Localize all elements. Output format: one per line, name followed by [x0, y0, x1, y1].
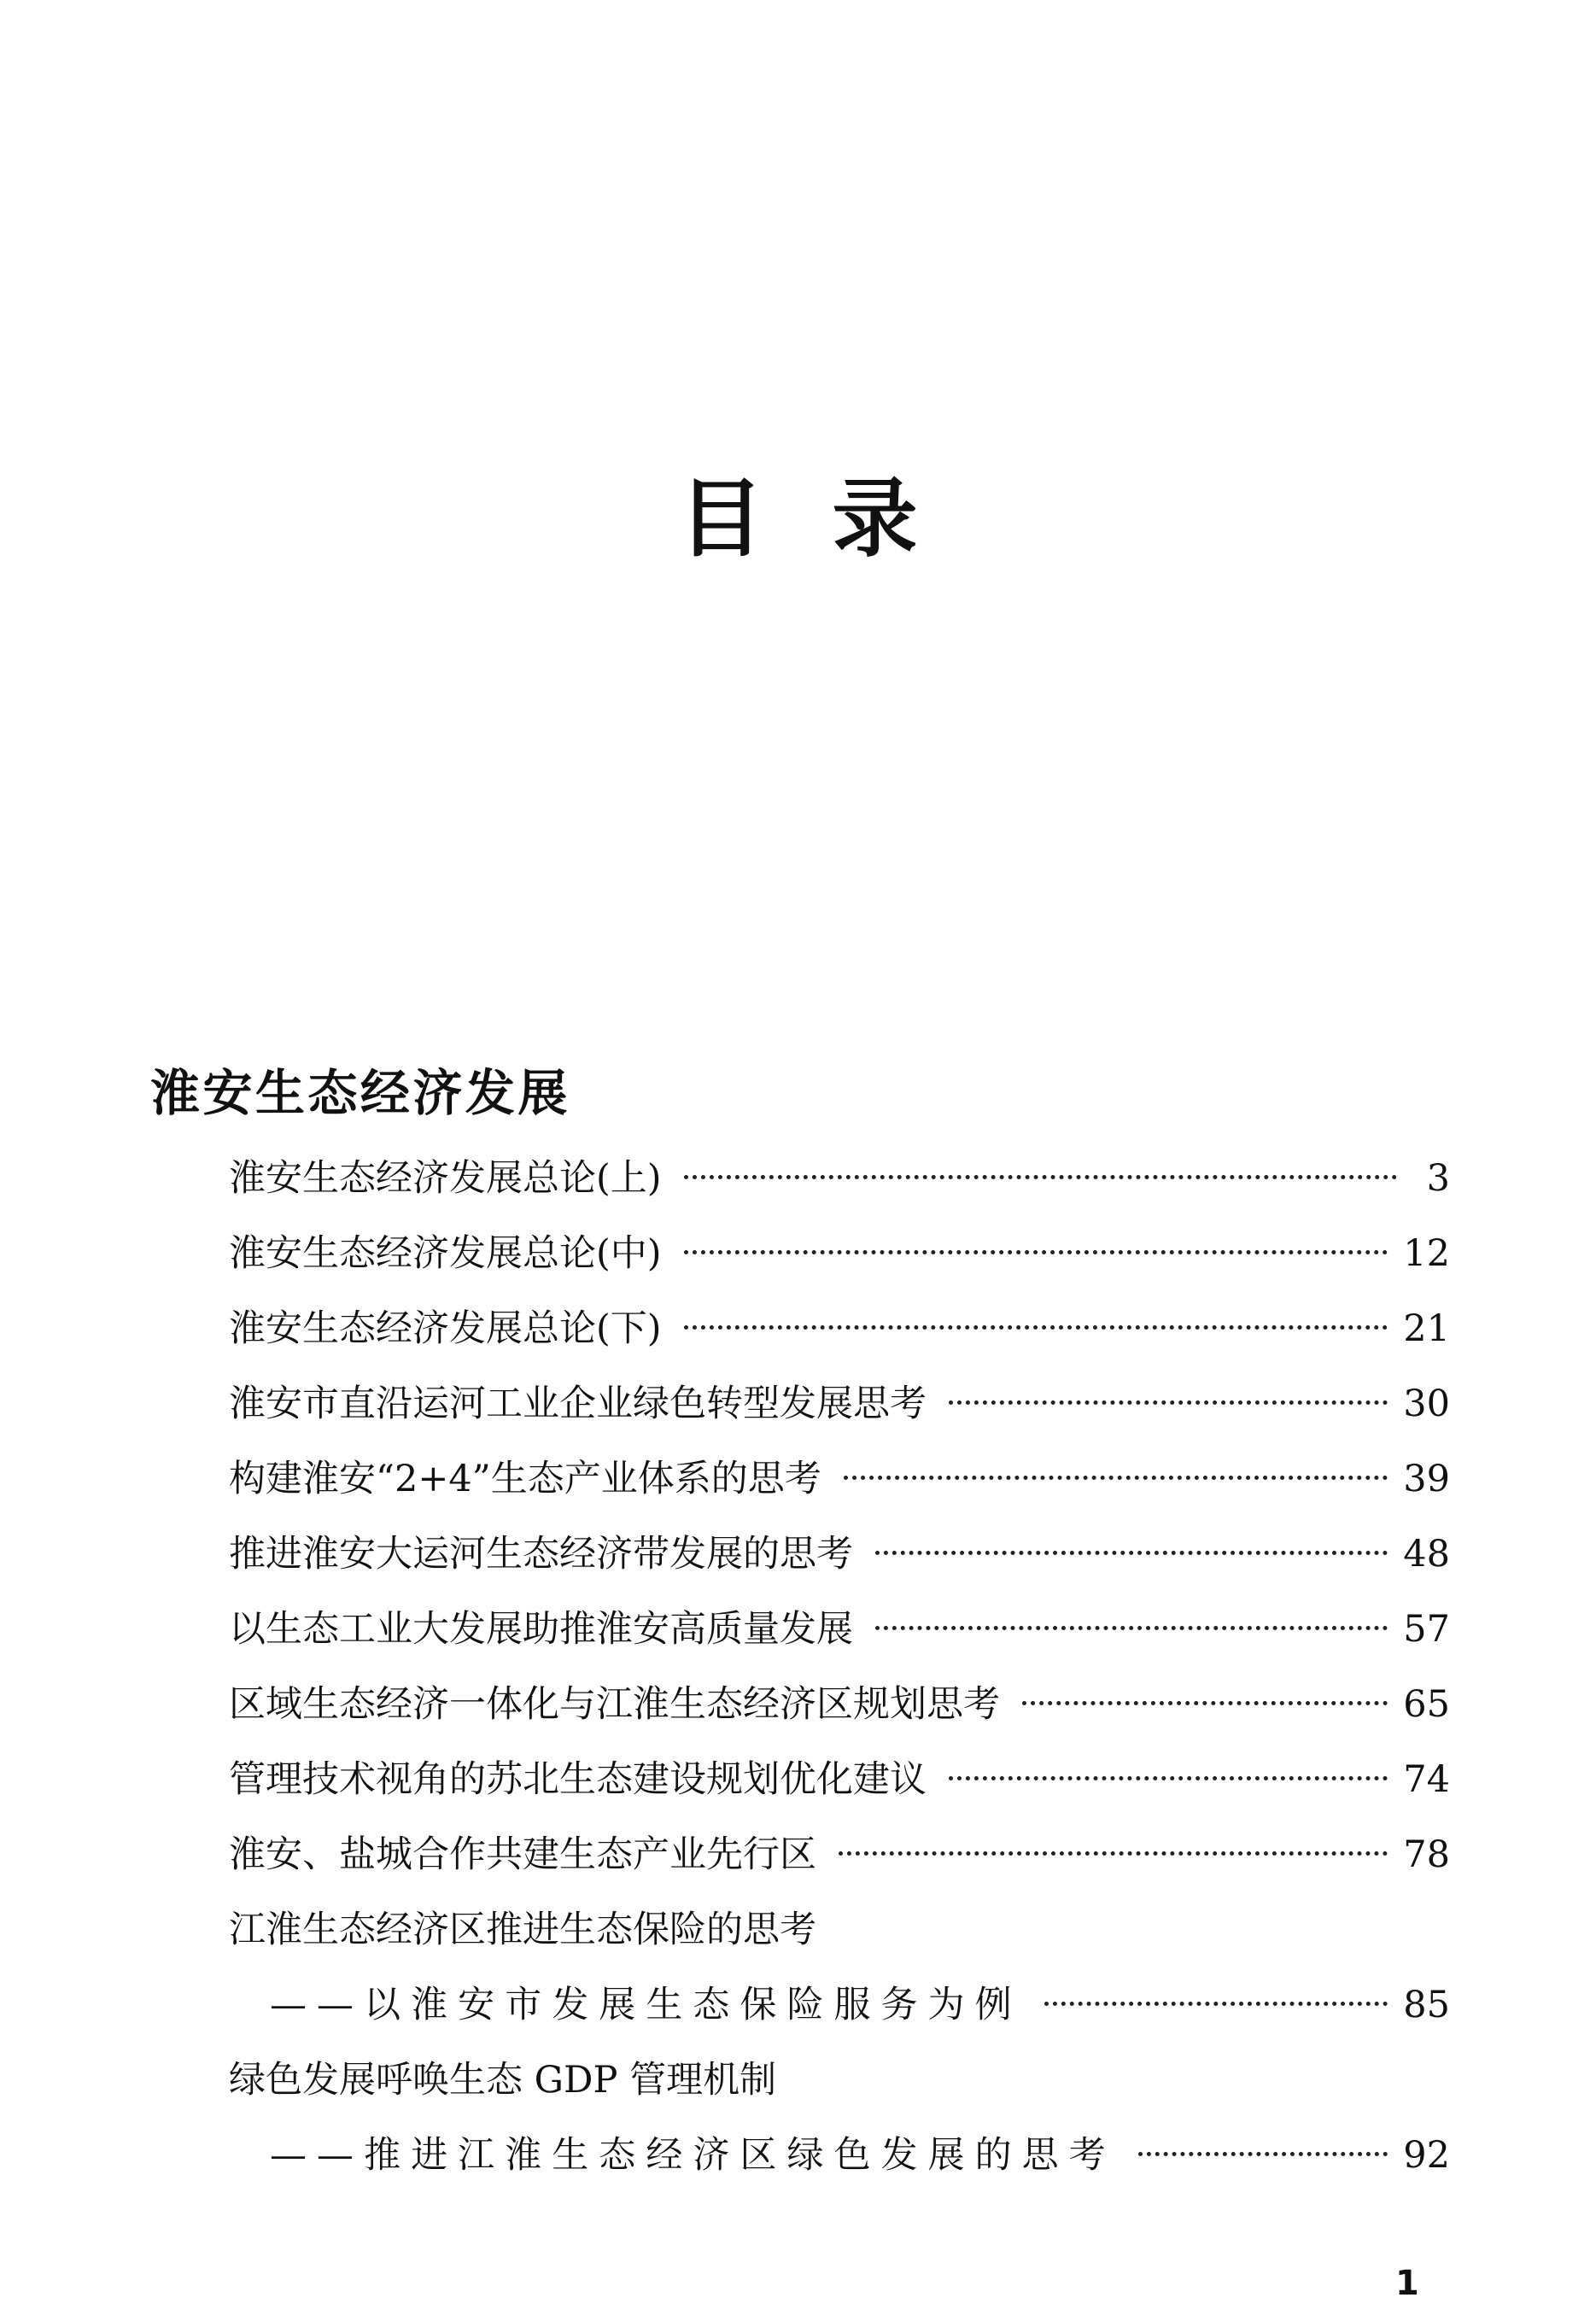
toc-entry-title: 区域生态经济一体化与江淮生态经济区规划思考	[229, 1683, 1000, 1726]
toc-entry[interactable]	[229, 1517, 1450, 1592]
toc-entry-title: 推进淮安大运河生态经济带发展的思考	[229, 1533, 853, 1576]
toc-entry-title: 淮安市直沿运河工业企业绿色转型发展思考	[229, 1383, 927, 1425]
toc-entry-title: 淮安、盐城合作共建生态产业先行区	[229, 1833, 816, 1876]
dot-leader	[1044, 2002, 1388, 2006]
page-title: 目录	[678, 469, 986, 569]
toc-entry[interactable]	[229, 1441, 1450, 1517]
dot-leader	[1138, 2152, 1388, 2156]
toc-entry-page: 85	[1403, 1984, 1450, 2026]
toc-entry[interactable]	[229, 1216, 1450, 1291]
dot-leader	[844, 1476, 1388, 1480]
dot-leader	[949, 1400, 1388, 1405]
toc-entry-title: ——推进江淮生态经济区绿色发展的思考	[270, 2134, 1116, 2177]
toc-entry[interactable]	[229, 1141, 1450, 1216]
toc-entry-title: 淮安生态经济发展总论(中)	[229, 1232, 662, 1275]
toc-entry-title: 以生态工业大发展助推淮安高质量发展	[229, 1608, 853, 1651]
toc-entry[interactable]	[229, 1291, 1450, 1366]
toc-entry-subtitle[interactable]	[229, 2118, 1450, 2193]
toc-entry-subtitle[interactable]	[229, 1967, 1450, 2043]
toc-entry-page: 48	[1403, 1533, 1450, 1576]
dot-leader	[875, 1551, 1388, 1555]
toc-entry-page: 30	[1403, 1383, 1450, 1425]
page-number: 1	[1395, 2264, 1419, 2303]
toc-entry-title: 绿色发展呼唤生态 GDP 管理机制	[229, 2059, 777, 2102]
toc-entry[interactable]	[229, 1742, 1450, 1817]
toc-entry-page: 21	[1403, 1307, 1450, 1350]
section-heading: 淮安生态经济发展	[150, 1064, 570, 1122]
dot-leader	[839, 1851, 1388, 1856]
table-of-contents	[229, 1141, 1450, 2193]
toc-entry-page: 65	[1403, 1683, 1450, 1726]
dot-leader	[684, 1325, 1388, 1330]
toc-entry-title: ——以淮安市发展生态保险服务为例	[270, 1984, 1022, 2026]
toc-entry-title: 管理技术视角的苏北生态建设规划优化建议	[229, 1758, 927, 1801]
toc-entry-title: 江淮生态经济区推进生态保险的思考	[229, 1909, 816, 1951]
toc-entry[interactable]	[229, 1592, 1450, 1667]
toc-entry-title: 淮安生态经济发展总论(下)	[229, 1307, 662, 1350]
toc-entry-page: 39	[1403, 1458, 1450, 1500]
toc-entry-page: 57	[1403, 1608, 1450, 1651]
toc-entry[interactable]	[229, 1366, 1450, 1441]
toc-entry-title: 构建淮安“2+4”生态产业体系的思考	[229, 1458, 821, 1500]
dot-leader	[684, 1175, 1397, 1179]
dot-leader	[1022, 1701, 1388, 1705]
toc-entry-page: 3	[1426, 1157, 1450, 1200]
toc-entry[interactable]	[229, 1892, 1450, 1967]
toc-entry-page: 74	[1403, 1758, 1450, 1801]
dot-leader	[684, 1250, 1388, 1254]
toc-entry[interactable]	[229, 2043, 1450, 2118]
toc-entry-page: 78	[1403, 1833, 1450, 1876]
toc-entry[interactable]	[229, 1817, 1450, 1892]
toc-entry-title: 淮安生态经济发展总论(上)	[229, 1157, 662, 1200]
toc-entry-page: 12	[1403, 1232, 1450, 1275]
dot-leader	[875, 1626, 1388, 1630]
toc-entry-page: 92	[1403, 2134, 1450, 2177]
dot-leader	[949, 1776, 1388, 1780]
toc-entry[interactable]	[229, 1667, 1450, 1742]
